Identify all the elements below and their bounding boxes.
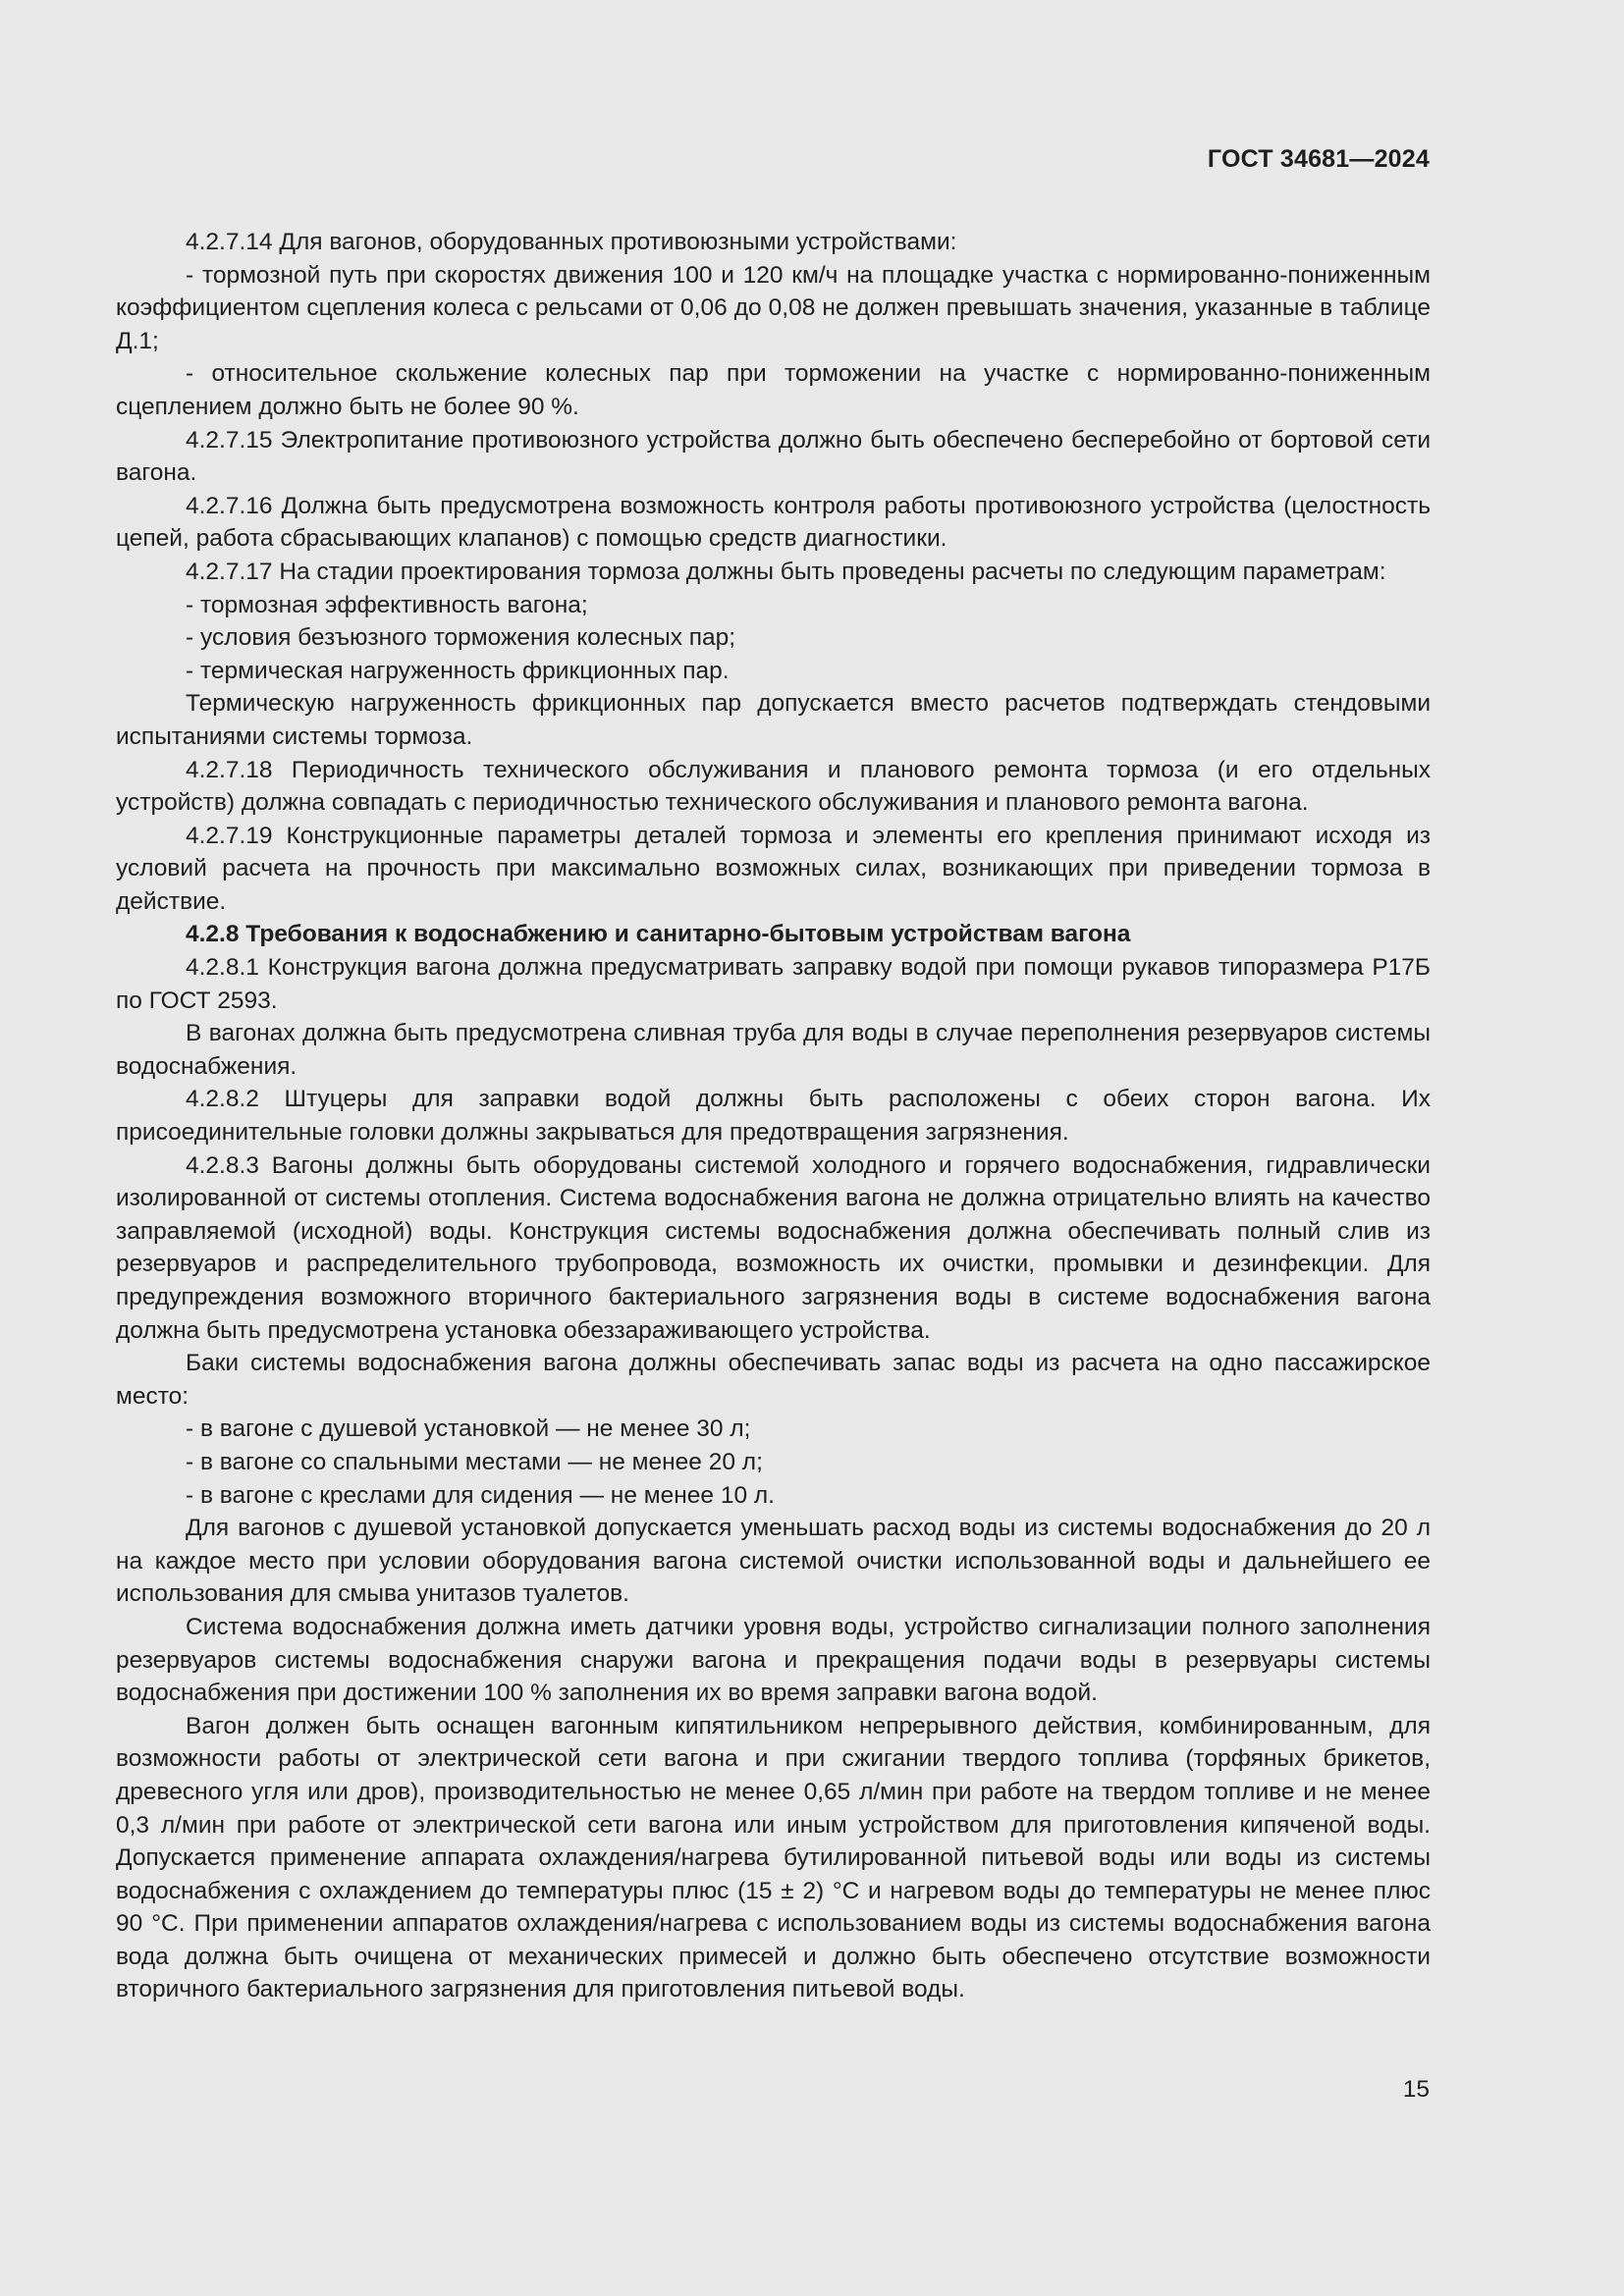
paragraph: Для вагонов с душевой установкой допускается уменьшать расход воды из системы водоснабжения до 20 л на каждое место при условии оборудования вагона системой очистки использованной воды и дальнейшего ее использования для смыва унитазов туалетов.	[116, 1515, 1431, 1608]
paragraph: Баки системы водоснабжения вагона должны обеспечивать запас воды из расчета на одно пассажирское место:	[116, 1350, 1431, 1410]
paragraph: 4.2.7.15 Электропитание противоюзного устройства должно быть обеспечено бесперебойно от бортовой сети вагона.	[116, 426, 1431, 487]
document-body	[116, 226, 1431, 2006]
paragraph: - условия безъюзного торможения колесных пар;	[186, 624, 736, 652]
paragraph: Термическую нагруженность фрикционных пар допускается вместо расчетов подтверждать стендовыми испытаниями системы тормоза.	[116, 690, 1431, 750]
section-heading: 4.2.8 Требования к водоснабжению и санитарно-бытовым устройствам вагона	[186, 921, 1131, 948]
paragraph: Система водоснабжения должна иметь датчики уровня воды, устройство сигнализации полного заполнения резервуаров системы водоснабжения снаружи вагона и прекращения подачи воды в резервуары системы водоснабжения при достижении 100 % заполнения их во время заправки вагона водой.	[116, 1613, 1431, 1707]
paragraph: 4.2.7.18 Периодичность технического обслуживания и планового ремонта тормоза (и его отдельных устройств) должна совпадать с периодичностью технического обслуживания и планового ремонта вагона.	[116, 756, 1431, 817]
paragraph: - относительное скольжение колесных пар при торможении на участке с нормированно-пониженным сцеплением должно быть не более 90 %.	[116, 360, 1431, 420]
paragraph: 4.2.7.17 На стадии проектирования тормоза должны быть проведены расчеты по следующим параметрам:	[186, 558, 1386, 585]
paragraph: 4.2.7.16 Должна быть предусмотрена возможность контроля работы противоюзного устройства (целостность цепей, работа сбрасывающих клапанов) с помощью средств диагностики.	[116, 492, 1431, 553]
paragraph: - в вагоне с креслами для сидения — не менее 10 л.	[186, 1481, 775, 1509]
paragraph: Вагон должен быть оснащен вагонным кипятильником непрерывного действия, комбинированным, для возможности работы от электрической сети вагона и при сжигании твердого топлива (торфяных брикетов, древесного угля или дров), производительностью не менее 0,65 л/мин при работе на твердом топливе и не менее 0,3 л/мин при работе от электрической сети вагона или иным устройством для приготовления кипяченой воды. Допускается применение аппарата охлаждения/нагрева бутилированной питьевой воды или воды из системы водоснабжения с охлаждением до температуры плюс (15 ± 2) °С и нагревом воды до температуры не менее плюс 90 °С. При применении аппаратов охлаждения/нагрева с использованием воды из системы водоснабжения вагона вода должна быть очищена от механических примесей и должно быть обеспечено отсутствие возможности вторичного бактериального загрязнения для приготовления питьевой воды.	[116, 1712, 1431, 2003]
paragraph: 4.2.8.2 Штуцеры для заправки водой должны быть расположены с обеих сторон вагона. Их присоединительные головки должны закрываться для предотвращения загрязнения.	[116, 1086, 1431, 1147]
paragraph: В вагонах должна быть предусмотрена сливная труба для воды в случае переполнения резервуаров системы водоснабжения.	[116, 1020, 1431, 1080]
paragraph: 4.2.7.14 Для вагонов, оборудованных противоюзными устройствами:	[186, 229, 957, 255]
paragraph: 4.2.8.3 Вагоны должны быть оборудованы системой холодного и горячего водоснабжения, гидравлически изолированной от системы отопления. Система водоснабжения вагона не должна отрицательно влиять на качество заправляемой (исходной) воды. Конструкция системы водоснабжения должна обеспечивать полный слив из резервуаров и распределительного трубопровода, возможность их очистки, промывки и дезинфекции. Для предупреждения возможного вторичного бактериального загрязнения воды в системе водоснабжения вагона должна быть предусмотрена установка обеззараживающего устройства.	[116, 1151, 1431, 1344]
paragraph: - в вагоне со спальными местами — не менее 20 л;	[186, 1448, 763, 1475]
paragraph: 4.2.7.19 Конструкционные параметры деталей тормоза и элементы его крепления принимают исходя из условий расчета на прочность при максимально возможных силах, возникающих при приведении тормоза в действие.	[116, 822, 1431, 915]
paragraph: - термическая нагруженность фрикционных пар.	[186, 657, 730, 684]
paragraph: - тормозная эффективность вагона;	[186, 591, 588, 618]
paragraph: 4.2.8.1 Конструкция вагона должна предусматривать заправку водой при помощи рукавов типоразмера Р17Б по ГОСТ 2593.	[116, 954, 1431, 1014]
paragraph: - в вагоне с душевой установкой — не менее 30 л;	[186, 1415, 751, 1443]
paragraph: - тормозной путь при скоростях движения 100 и 120 км/ч на площадке участка с нормированно-пониженным коэффициентом сцепления колеса с рельсами от 0,06 до 0,08 не должен превышать значения, указанные в таблице Д.1;	[116, 261, 1431, 354]
page-number: 15	[1402, 2076, 1430, 2103]
document-header: ГОСТ 34681—2024	[1207, 145, 1430, 173]
